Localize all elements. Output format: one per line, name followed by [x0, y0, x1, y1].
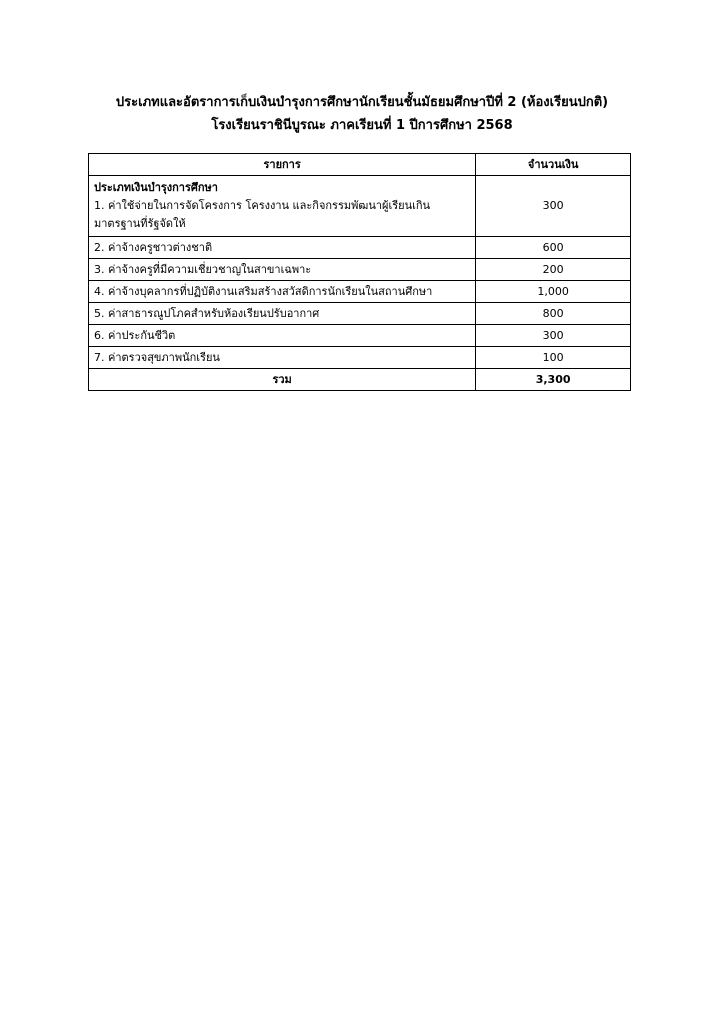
table-row [89, 176, 631, 237]
fee-amount: 100 [476, 347, 631, 369]
total-row [89, 369, 631, 391]
table-row [89, 281, 631, 303]
total-label: รวม [89, 369, 476, 391]
fee-amount: 800 [476, 303, 631, 325]
fee-item-text: 2. ค่าจ้างครูชาวต่างชาติ [89, 237, 476, 259]
fee-amount: 300 [476, 325, 631, 347]
table-row [89, 303, 631, 325]
section-label: ประเภทเงินบำรุงการศึกษา [94, 181, 218, 194]
fee-item-text: 7. ค่าตรวจสุขภาพนักเรียน [89, 347, 476, 369]
fee-item-text: 5. ค่าสาธารณูปโภคสำหรับห้องเรียนปรับอากาศ [89, 303, 476, 325]
fee-amount: 200 [476, 259, 631, 281]
table-header-row [89, 154, 631, 176]
fee-item-text-continued: มาตรฐานที่รัฐจัดให้ [94, 217, 186, 230]
fee-amount: 1,000 [476, 281, 631, 303]
fee-table [88, 153, 631, 391]
total-amount: 3,300 [476, 369, 631, 391]
column-header-item: รายการ [89, 154, 476, 176]
document-subtitle: โรงเรียนราชินีบูรณะ ภาคเรียนที่ 1 ปีการศึกษา 2568 [211, 118, 513, 133]
table-row [89, 347, 631, 369]
fee-amount: 600 [476, 237, 631, 259]
fee-amount: 300 [476, 176, 631, 237]
fee-item-text: 6. ค่าประกันชีวิต [89, 325, 476, 347]
document-title: ประเภทและอัตราการเก็บเงินบำรุงการศึกษานักเรียนชั้นมัธยมศึกษาปีที่ 2 (ห้องเรียนปกติ) [115, 95, 609, 110]
table-row [89, 325, 631, 347]
fee-item-text: 1. ค่าใช้จ่ายในการจัดโครงการ โครงงาน และกิจกรรมพัฒนาผู้เรียนเกิน [94, 199, 431, 212]
column-header-amount: จำนวนเงิน [476, 154, 631, 176]
table-row [89, 237, 631, 259]
table-row [89, 259, 631, 281]
fee-item-text: 4. ค่าจ้างบุคลากรที่ปฏิบัติงานเสริมสร้างสวัสดิการนักเรียนในสถานศึกษา [89, 281, 476, 303]
fee-item-cell [89, 176, 476, 237]
fee-item-text: 3. ค่าจ้างครูที่มีความเชี่ยวชาญในสาขาเฉพาะ [89, 259, 476, 281]
